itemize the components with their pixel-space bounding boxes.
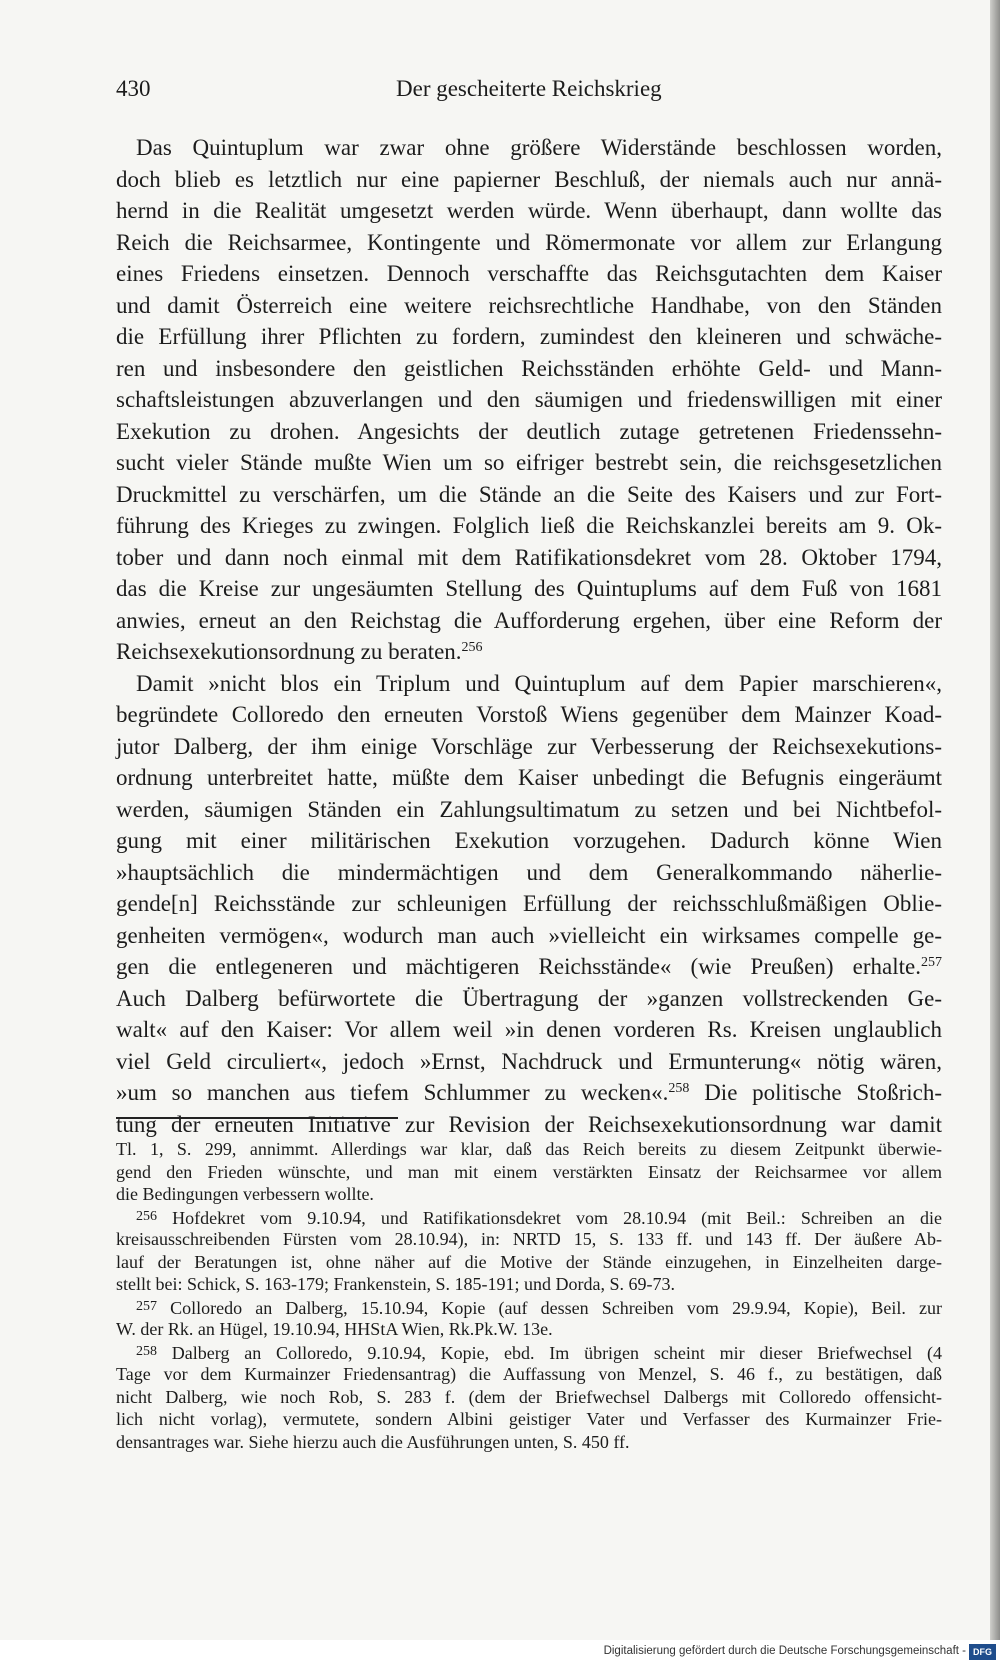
text-line: Damit »nicht blos ein Triplum und Quintuplum auf dem Papier marschieren«,	[136, 670, 942, 696]
text-line: und damit Österreich eine weitere reichsrechtliche Handhabe, von den Ständen	[116, 292, 942, 318]
footnote-257	[116, 1296, 942, 1319]
text-line: viel Geld circuliert«, jedoch »Ernst, Nachdruck und Ermunterung« nötig wären,	[116, 1048, 942, 1074]
footnote-256	[116, 1206, 942, 1229]
text-line: schaftsleistungen abzuverlangen und den säumigen und friedenswilligen mit einer	[116, 387, 942, 412]
footnote-ref-257[interactable]: 257	[921, 955, 942, 970]
text-segment: Die politische Stoßrich-	[689, 1080, 942, 1105]
text-line: hernd in die Realität umgesetzt werden würde. Wenn überhaupt, dann wollte das	[116, 198, 942, 223]
text-line: begründete Colloredo den erneuten Vorstoß Wiens gegenüber dem Mainzer Koad-	[116, 702, 942, 727]
footnote-line: Tage vor dem Kurmainzer Friedensantrag) die Auffassung von Menzel, S. 46 f., zu bestätigen, daß	[116, 1364, 942, 1384]
footnote-line: kreisausschreibenden Fürsten vom 28.10.94), in: NRTD 15, S. 133 ff. und 143 ff. Der äußere Ab-	[116, 1229, 942, 1249]
text-segment: gen die entlegeneren und mächtigeren Reichsstände« (wie Preußen) erhalte.	[116, 954, 921, 979]
footnote-text: Colloredo an Dalberg, 15.10.94, Kopie (auf dessen Schreiben vom 29.9.94, Kopie), Beil. zur	[157, 1297, 942, 1318]
footnote-line: gend den Frieden wünschte, und man mit einem verstärkten Einsatz der Reichsarmee vor allem	[116, 1161, 942, 1182]
dfg-logo: DFG	[969, 1644, 996, 1660]
text-line: Druckmittel zu verschärfen, um die Stände an die Seite des Kaisers und zur Fort-	[116, 481, 942, 507]
text-line: Exekution zu drohen. Angesichts der deutlich zutage getretenen Friedenssehn-	[116, 418, 942, 444]
text-line: ordnung unterbreitet hatte, müßte dem Kaiser unbedingt die Befugnis eingeräumt	[116, 765, 942, 790]
text-line	[116, 951, 942, 983]
funding-credit: Digitalisierung gefördert durch die Deutsche Forschungsgemeinschaft -	[603, 1645, 966, 1657]
running-title: Der gescheiterte Reichskrieg	[396, 76, 662, 101]
text-line: eines Friedens einsetzen. Dennoch verschaffte das Reichsgutachten dem Kaiser	[116, 261, 942, 286]
footnote-line: Tl. 1, S. 299, annimmt. Allerdings war klar, daß das Reich bereits zu diesem Zeitpunkt überwie-	[116, 1139, 942, 1159]
main-text	[116, 132, 942, 1140]
text-line: tung der erneuten Initiative zur Revision der Reichsexekutionsordnung war damit	[116, 1111, 942, 1137]
footnote-line: nicht Dalberg, wie noch Rob, S. 283 f. (dem der Briefwechsel Dalbergs mit Colloredo offensicht-	[116, 1386, 942, 1407]
text-line: anwies, erneut an den Reichstag die Aufforderung ergehen, über eine Reform der	[116, 607, 942, 633]
page-header	[116, 76, 942, 108]
footnote-line: lauf der Beratungen ist, ohne näher auf die Motive der Stände einzugehen, in Einzelheiten darge-	[116, 1251, 942, 1272]
footnote-line: die Bedingungen verbessern wollte.	[116, 1184, 374, 1204]
digitization-footer	[0, 1640, 1000, 1665]
text-line: walt« auf den Kaiser: Vor allem weil »in denen vorderen Rs. Kreisen unglaublich	[116, 1017, 942, 1042]
footnote-divider	[116, 1117, 398, 1119]
footnote-ref-256[interactable]: 256	[461, 640, 483, 655]
text-line: das die Kreise zur ungesäumten Stellung des Quintuplums auf dem Fuß von 1681	[116, 576, 942, 601]
footnote-258	[116, 1341, 942, 1364]
text-line: Das Quintuplum war zwar ohne größere Widerstände beschlossen worden,	[136, 135, 942, 160]
footnote-text: Dalberg an Colloredo, 9.10.94, Kopie, ebd. Im übrigen scheint mir dieser Briefwechsel (4	[157, 1342, 942, 1363]
text-line: werden, säumigen Ständen ein Zahlungsultimatum zu setzen und bei Nichtbefol-	[116, 796, 942, 822]
footnote-line: stellt bei: Schick, S. 163-179; Frankenstein, S. 185-191; und Dorda, S. 69-73.	[116, 1274, 675, 1294]
text-line: doch blieb es letztlich nur eine papierner Beschluß, der niemals auch nur annä-	[116, 166, 942, 192]
text-line: die Erfüllung ihrer Pflichten zu fordern, zumindest den kleineren und schwäche-	[116, 324, 942, 349]
footnote-number: 257	[136, 1298, 157, 1314]
text-line: führung des Krieges zu zwingen. Folglich ließ die Reichskanzlei bereits am 9. Ok-	[116, 513, 942, 538]
text-line: tober und dann noch einmal mit dem Ratifikationsdekret vom 28. Oktober 1794,	[116, 544, 942, 570]
text-segment: »um so manchen aus tiefem Schlummer zu wecken«.	[116, 1080, 669, 1105]
text-line: gende[n] Reichsstände zur schleunigen Erfüllung der reichsschlußmäßigen Oblie-	[116, 891, 942, 916]
footnote-line: densantrages war. Siehe hierzu auch die Ausführungen unten, S. 450 ff.	[116, 1431, 630, 1452]
text-line: ren und insbesondere den geistlichen Reichsständen erhöhte Geld- und Mann-	[116, 355, 942, 381]
text-line: genheiten vermögen«, wodurch man auch »vielleicht ein wirksames compelle ge-	[116, 922, 942, 948]
text-line	[116, 1077, 942, 1109]
text-segment: Reichsexekutionsordnung zu beraten.	[116, 639, 462, 664]
footnote-ref-258[interactable]: 258	[668, 1081, 690, 1096]
text-line	[116, 636, 942, 668]
footnote-text: Hofdekret vom 9.10.94, und Ratifikationsdekret vom 28.10.94 (mit Beil.: Schreiben an die	[157, 1207, 942, 1228]
footnote-line: W. der Rk. an Hügel, 19.10.94, HHStA Wien, Rk.Pk.W. 13e.	[116, 1319, 553, 1339]
page-edge	[990, 0, 1000, 1640]
text-line: Reich die Reichsarmee, Kontingente und Römermonate vor allem zur Erlangung	[116, 229, 942, 255]
footnote-number: 256	[136, 1208, 157, 1224]
text-line: gung mit einer militärischen Exekution vorzugehen. Dadurch könne Wien	[116, 828, 942, 853]
page-number: 430	[116, 76, 151, 101]
footnote-number: 258	[136, 1343, 157, 1359]
text-line: Auch Dalberg befürwortete die Übertragung der »ganzen vollstreckenden Ge-	[116, 985, 942, 1011]
text-line: »hauptsächlich die mindermächtigen und dem Generalkommando näherlie-	[116, 859, 942, 885]
text-line: jutor Dalberg, der ihm einige Vorschläge zur Verbesserung der Reichsexekutions-	[116, 733, 942, 759]
footnotes	[116, 1138, 942, 1453]
text-line: sucht vieler Stände mußte Wien um so eifriger bestrebt sein, die reichsgesetzlichen	[116, 450, 942, 475]
footnote-line: lich nicht vorlag), vermutete, sondern Albini geistiger Vater und Verfasser des Kurmainzer Frie-	[116, 1409, 942, 1429]
